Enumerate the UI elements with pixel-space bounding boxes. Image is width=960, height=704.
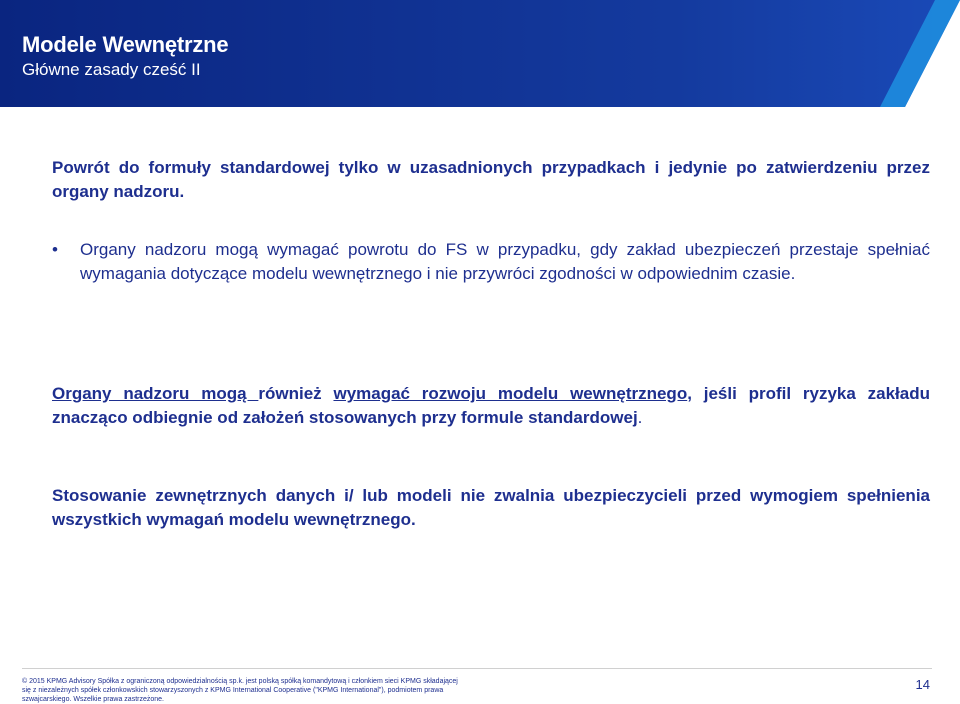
paragraph-return-to-standard-formula: Powrót do formuły standardowej tylko w uzasadnionych przypadkach i jedynie po zatwierdzeniu przez organy nadzoru.: [52, 158, 930, 201]
para2-underlined-1: Organy nadzoru mogą: [52, 384, 259, 403]
paragraph-external-data: Stosowanie zewnętrznych danych i/ lub modeli nie zwalnia ubezpieczycieli przed wymogiem spełnienia wszystkich wymagań modelu wewnętrznego.: [52, 486, 930, 529]
paragraph-internal-model-development: [52, 382, 930, 430]
page-number: 14: [915, 677, 930, 692]
bullet-text: Organy nadzoru mogą wymagać powrotu do FS w przypadku, gdy zakład ubezpieczeń przestaje spełniać wymagania dotyczące modelu wewnętrznego i nie przywróci zgodności w odpowiednim czasie.: [80, 240, 930, 283]
para2-text-2: również: [258, 384, 334, 403]
page-subtitle: Główne zasady cześć II: [22, 60, 201, 79]
para2-period: .: [637, 408, 643, 427]
bullet-item: [52, 238, 930, 286]
footer-divider: [22, 668, 932, 669]
header-banner: [0, 0, 960, 107]
para2-underlined-3: wymagać rozwoju modelu wewnętrznego: [333, 384, 688, 403]
page-title: Modele Wewnętrzne: [22, 32, 229, 57]
para2-text-4: , jeśli profil ryzyka zakładu znacząco odbiegnie od założeń stosowanych przy formule standardowej: [52, 384, 930, 427]
footer-copyright: © 2015 KPMG Advisory Spółka z ograniczoną odpowiedzialnością sp.k. jest polską spółką komandytową i członkiem sieci KPMG składającej się z niezależnych spółek członkowskich stowarzyszonych z KPMG International Cooperative ("KPMG International"), podmiotem prawa szwajcarskiego. Wszelkie prawa zastrzeżone.: [22, 678, 458, 703]
bullet-icon: •: [52, 240, 58, 259]
